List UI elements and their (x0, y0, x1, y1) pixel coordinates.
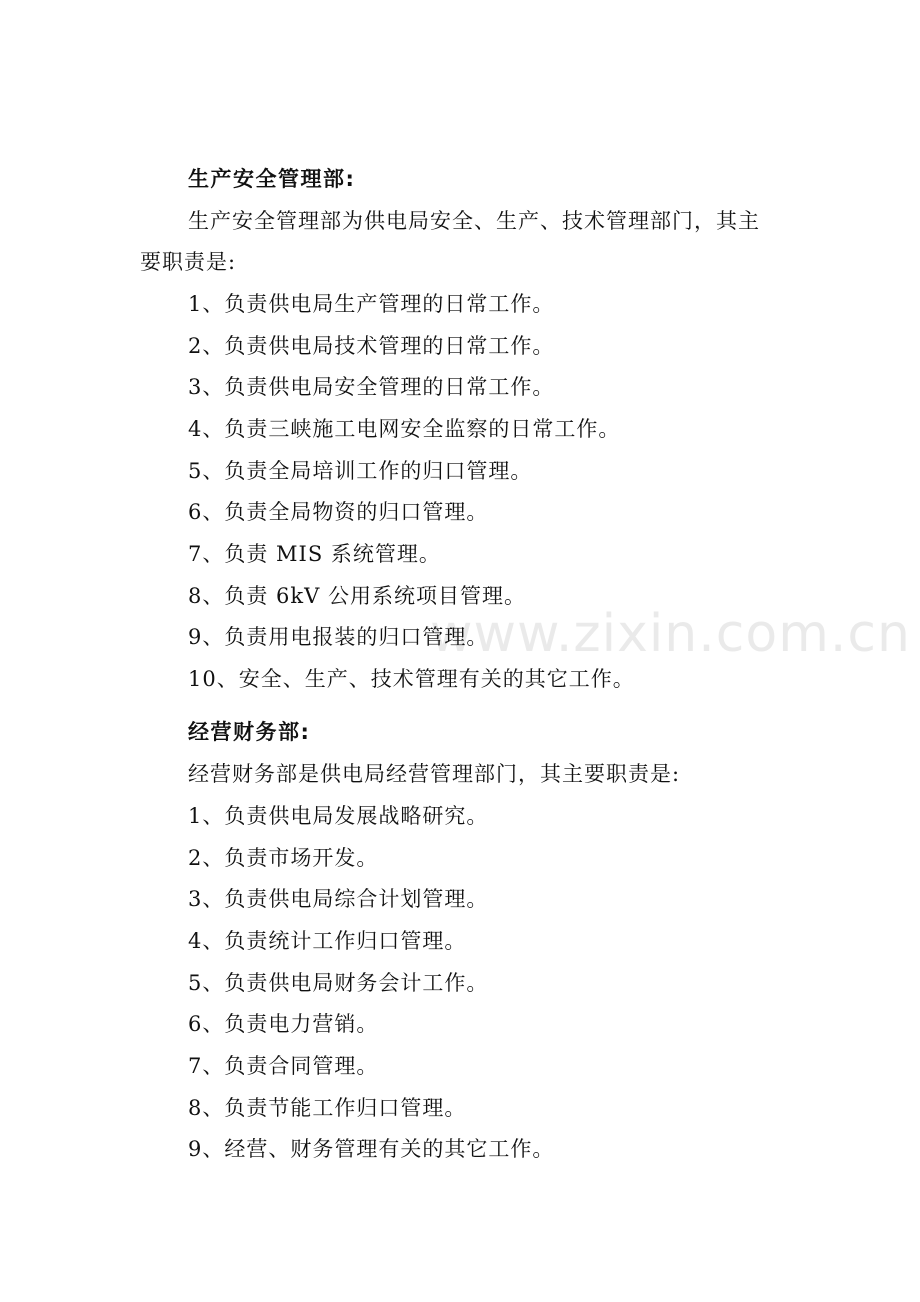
duty-item: 1、负责供电局生产管理的日常工作。 (188, 292, 555, 316)
section-heading-production-safety: 生产安全管理部: (188, 167, 356, 191)
duty-item: 4、负责三峡施工电网安全监察的日常工作。 (188, 417, 621, 441)
duty-item: 7、负责 MIS 系统管理。 (188, 542, 441, 566)
duty-item: 6、负责全局物资的归口管理。 (188, 500, 489, 524)
duty-item: 8、负责 6kV 公用系统项目管理。 (188, 584, 526, 608)
duty-item: 9、经营、财务管理有关的其它工作。 (188, 1137, 555, 1161)
section-intro-line: 经营财务部是供电局经营管理部门，其主要职责是: (188, 762, 681, 786)
section-heading-business-finance: 经营财务部: (188, 720, 311, 744)
duty-item: 9、负责用电报装的归口管理。 (188, 625, 489, 649)
duty-item: 10、安全、生产、技术管理有关的其它工作。 (188, 667, 635, 691)
duty-item: 7、负责合同管理。 (188, 1054, 379, 1078)
section-intro-line: 要职责是: (140, 250, 237, 274)
duty-item: 2、负责市场开发。 (188, 846, 379, 870)
duty-item: 1、负责供电局发展战略研究。 (188, 804, 489, 828)
section-intro-line: 生产安全管理部为供电局安全、生产、技术管理部门，其主 (188, 209, 760, 233)
duty-item: 5、负责全局培训工作的归口管理。 (188, 459, 533, 483)
duty-item: 3、负责供电局综合计划管理。 (188, 887, 489, 911)
duty-item: 3、负责供电局安全管理的日常工作。 (188, 375, 555, 399)
watermark: www.zixin.com.cn (430, 604, 911, 664)
duty-item: 4、负责统计工作归口管理。 (188, 929, 467, 953)
duty-item: 5、负责供电局财务会计工作。 (188, 971, 489, 995)
duty-item: 6、负责电力营销。 (188, 1012, 379, 1036)
duty-item: 2、负责供电局技术管理的日常工作。 (188, 334, 555, 358)
duty-item: 8、负责节能工作归口管理。 (188, 1096, 467, 1120)
